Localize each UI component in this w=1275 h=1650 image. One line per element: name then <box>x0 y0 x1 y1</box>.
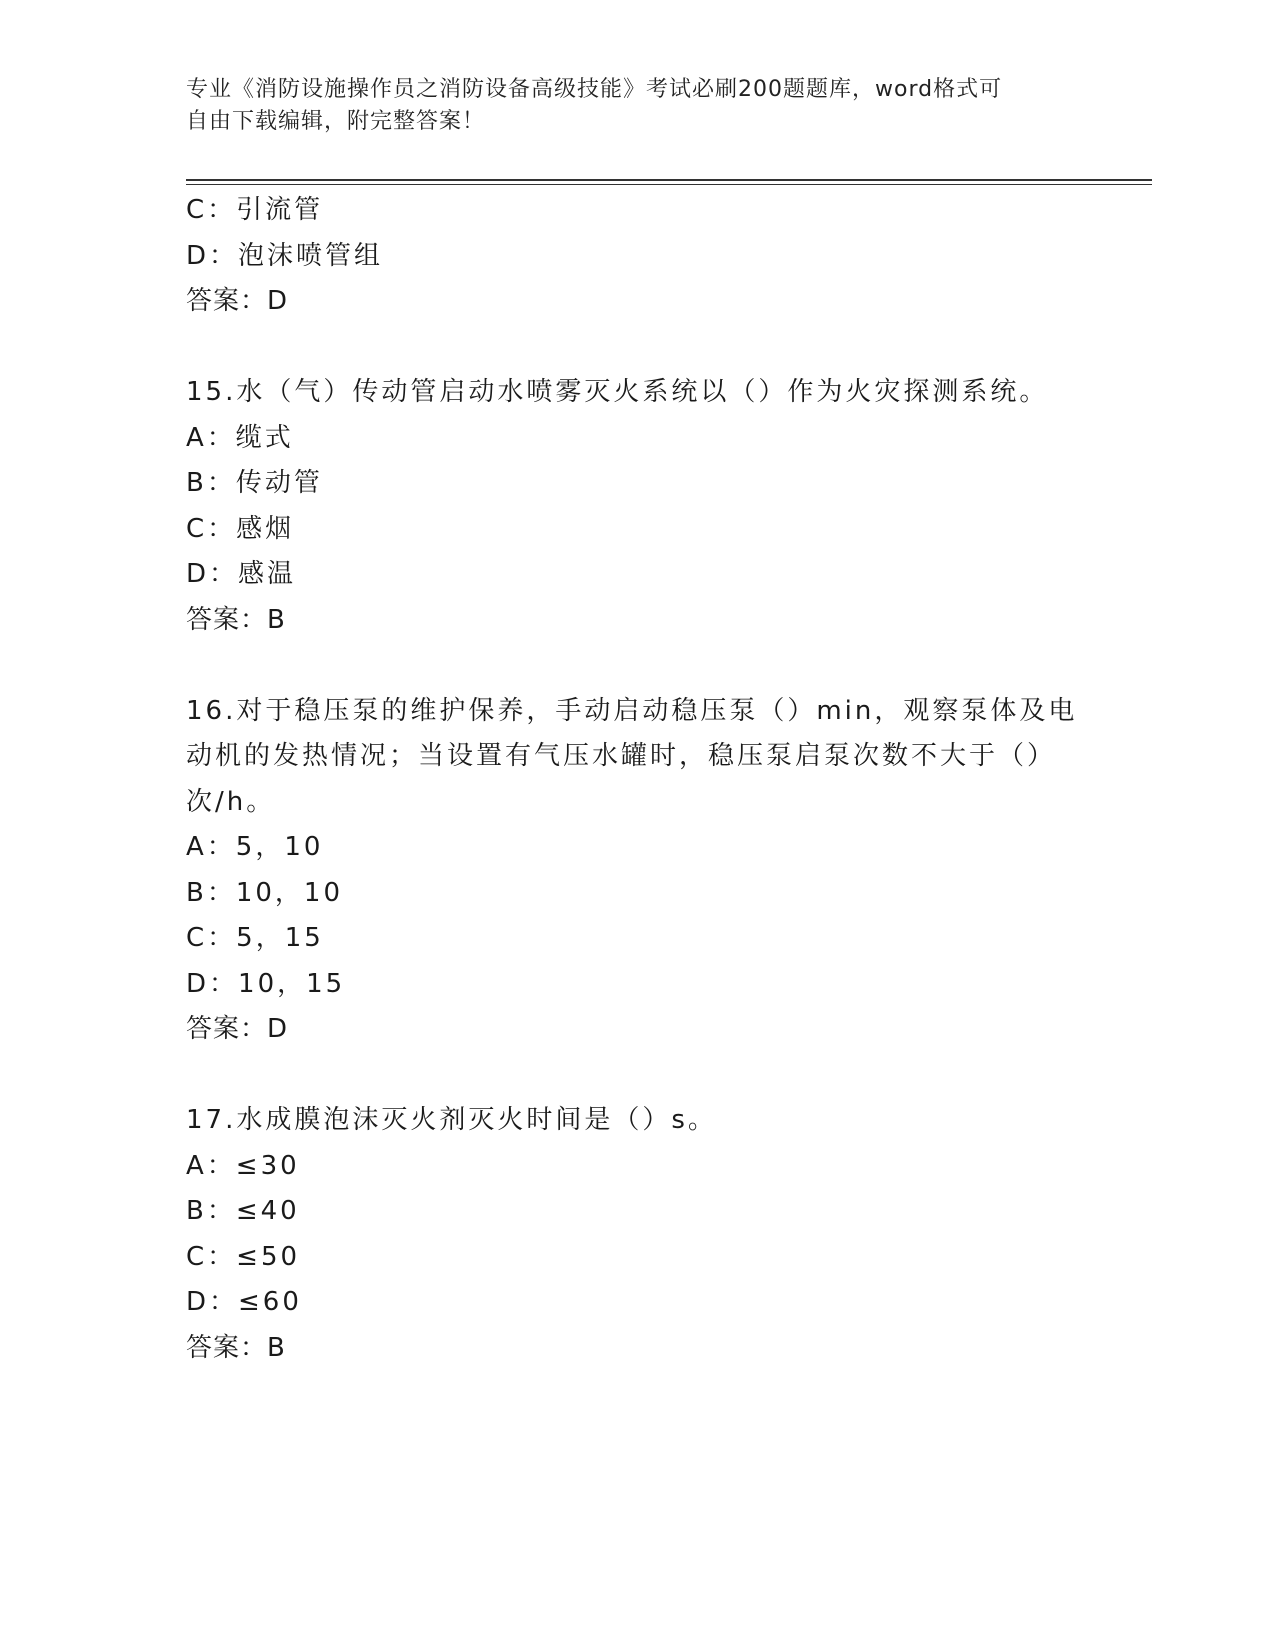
question-stem: 16.对于稳压泵的维护保养，手动启动稳压泵（）min，观察泵体及电 <box>186 695 1078 726</box>
answer-line: 答案：B <box>186 604 286 635</box>
option-a: A：缆式 <box>186 422 294 453</box>
spacer <box>186 1053 1066 1099</box>
answer-line: 答案：D <box>186 286 289 316</box>
option-c: C：≤50 <box>186 1241 301 1272</box>
question-stem: 17.水成膜泡沫灭火剂灭火时间是（）s。 <box>186 1105 717 1135</box>
question-16 <box>186 689 1078 1053</box>
option-a: A：5，10 <box>186 832 324 862</box>
header-divider <box>186 179 1152 181</box>
question-list <box>186 188 1078 1371</box>
option-d: D：≤60 <box>186 1287 302 1317</box>
option-c: C：引流管 <box>186 195 324 225</box>
option-a: A：≤30 <box>186 1150 300 1181</box>
option-b: B：传动管 <box>186 468 323 498</box>
header-line: 专业《消防设施操作员之消防设备高级技能》考试必刷200题题库，word格式可 <box>186 77 1003 102</box>
answer-line: 答案：B <box>186 1332 286 1363</box>
header-divider-thin <box>186 184 1152 185</box>
spacer <box>186 643 1066 689</box>
question-15 <box>186 370 1066 643</box>
option-c: C：感烟 <box>186 513 295 544</box>
question-stem-continued: 次/h。 <box>186 786 276 817</box>
option-c: C：5，15 <box>186 923 324 953</box>
option-d: D：10，15 <box>186 968 346 999</box>
option-d: D：感温 <box>186 559 297 589</box>
option-d: D：泡沫喷管组 <box>186 240 384 271</box>
question-stem-continued: 动机的发热情况；当设置有气压水罐时，稳压泵启泵次数不大于（） <box>186 741 1057 771</box>
question-14-continued <box>186 188 1066 325</box>
option-b: B：10，10 <box>186 877 344 908</box>
page-header <box>186 74 1066 138</box>
answer-line: 答案：D <box>186 1014 289 1044</box>
header-line: 自由下载编辑，附完整答案！ <box>186 109 486 134</box>
spacer <box>186 325 1066 371</box>
question-17 <box>186 1098 1066 1371</box>
option-b: B：≤40 <box>186 1196 300 1226</box>
question-stem: 15.水（气）传动管启动水喷雾灭火系统以（）作为火灾探测系统。 <box>186 377 1049 407</box>
